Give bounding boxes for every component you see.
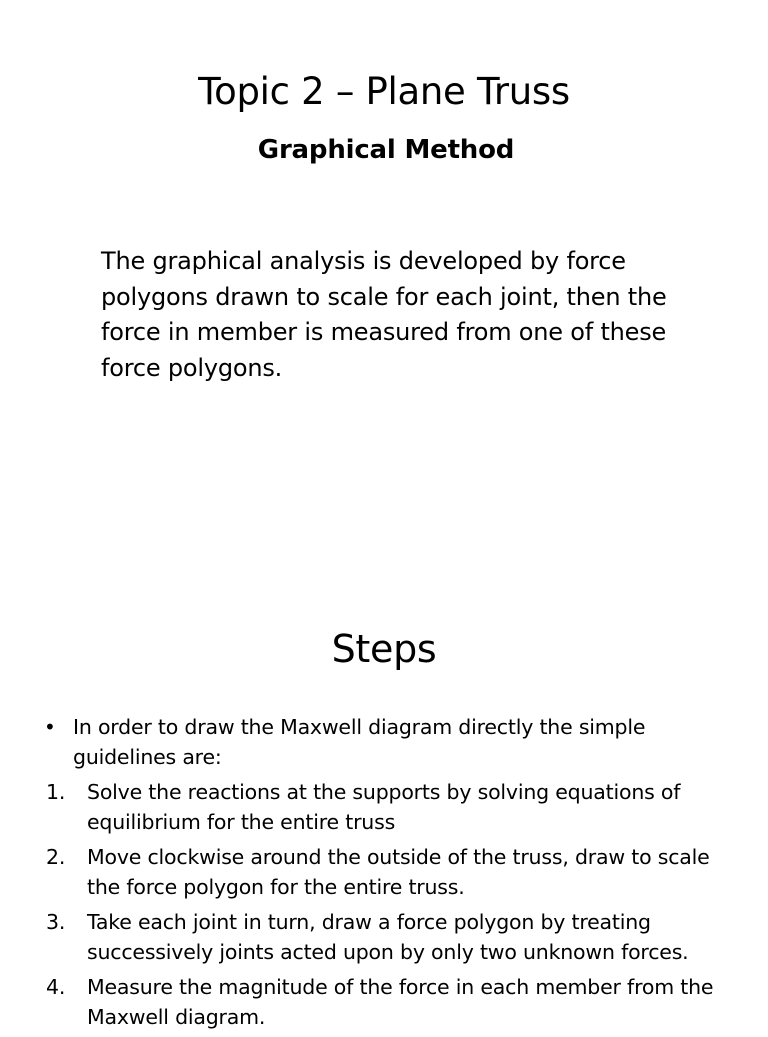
step-number: 4.	[46, 975, 66, 999]
step-number: 3.	[46, 910, 66, 934]
slide-steps	[0, 560, 768, 1029]
step-item-1	[0, 777, 768, 837]
step-number: 1.	[46, 780, 66, 804]
step-number: 2.	[46, 845, 66, 869]
step-item-3	[0, 907, 768, 967]
slide-title: Topic 2 – Plane Truss	[198, 70, 570, 113]
step-item-2	[0, 842, 768, 902]
slide-subtitle: Graphical Method	[257, 135, 515, 165]
step-text: Take each joint in turn, draw a force polygon by treating successively joints acted upon by only two unknown forces.	[87, 910, 689, 964]
steps-list	[0, 712, 768, 1037]
step-text: Solve the reactions at the supports by solving equations of equilibrium for the entire truss	[87, 780, 681, 834]
step-text: Measure the magnitude of the force in each member from the Maxwell diagram.	[87, 975, 714, 1029]
step-item-4	[0, 972, 768, 1032]
bullet-marker: •	[44, 715, 56, 739]
steps-title: Steps	[331, 627, 437, 671]
intro-paragraph: The graphical analysis is developed by force polygons drawn to scale for each joint, then the force in member is measured from one of these force polygons.	[101, 247, 667, 382]
list-item-text: In order to draw the Maxwell diagram directly the simple guidelines are:	[73, 715, 646, 769]
list-item-intro	[0, 712, 768, 772]
step-text: Move clockwise around the outside of the truss, draw to scale the force polygon for the entire truss.	[87, 845, 710, 899]
